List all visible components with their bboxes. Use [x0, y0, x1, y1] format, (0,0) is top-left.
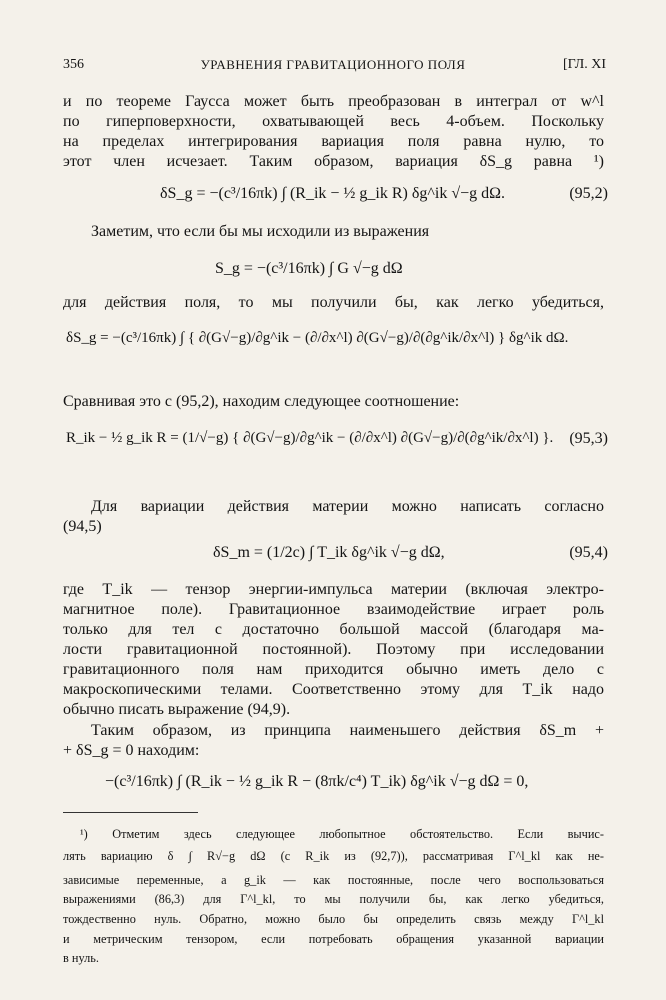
text-line: где T_ik — тензор энергии-импульса материи (включая электро- [63, 581, 604, 598]
page-number: 356 [63, 57, 84, 72]
text-line: магнитное поле). Гравитационное взаимодействие играет роль [63, 601, 604, 618]
text-line: Таким образом, из принципа наименьшего действия δS_m + [91, 722, 604, 739]
running-title: УРАВНЕНИЯ ГРАВИТАЦИОННОГО ПОЛЯ [200, 57, 466, 72]
text-line: по гиперповерхности, охватывающей весь 4-объем. Поскольку [63, 113, 604, 130]
text-line: макроскопическими телами. Соответственно этому для T_ik надо [63, 681, 604, 698]
equation-number: (95,3) [569, 430, 608, 447]
equation-number: (95,2) [569, 185, 608, 202]
text-line: обычно писать выражение (94,9). [63, 701, 291, 718]
chapter-label: [ГЛ. XI [563, 57, 606, 72]
equation: δS_g = −(c³/16πk) ∫ { ∂(G√−g)/∂g^ik − (∂/∂x^l) ∂(G√−g)/∂(∂g^ik/∂x^l) } δg^ik dΩ. [66, 330, 569, 346]
equation: R_ik − ½ g_ik R = (1/√−g) { ∂(G√−g)/∂g^ik − (∂/∂x^l) ∂(G√−g)/∂(∂g^ik/∂x^l) }. [66, 430, 554, 446]
text-line: Для вариации действия материи можно написать согласно [91, 498, 604, 515]
footnote-line: и метрическим тензором, если потребовать обращения указанной вариации [63, 932, 604, 946]
equation: δS_m = (1/2c) ∫ T_ik δg^ik √−g dΩ, [213, 544, 445, 561]
footnote-line: в нуль. [63, 951, 99, 965]
text-line: только для тел с достаточно большой массой (благодаря ма- [63, 621, 604, 638]
footnote-line: лять вариацию δ ∫ R√−g dΩ (с R_ik из (92,7)), рассматривая Γ^l_kl как не- [63, 849, 604, 863]
text-line: + δS_g = 0 находим: [63, 742, 200, 759]
footnote-line: выражениями (86,3) для Γ^l_kl, то мы получили бы, как легко убедиться, [63, 892, 604, 906]
text-line: этот член исчезает. Таким образом, вариация δS_g равна ¹) [63, 153, 604, 170]
equation: −(c³/16πk) ∫ (R_ik − ½ g_ik R − (8πk/c⁴) T_ik) δg^ik √−g dΩ = 0, [105, 773, 529, 790]
footnote-line: зависимые переменные, а g_ik — как постоянные, после чего воспользоваться [63, 873, 604, 887]
footnote-line: ¹) Отметим здесь следующее любопытное обстоятельство. Если вычис- [80, 827, 604, 841]
equation-number: (95,4) [569, 544, 608, 561]
text-line: на пределах интегрирования вариация поля равна нулю, то [63, 133, 604, 150]
footnote-rule [63, 812, 198, 813]
text-line: (94,5) [63, 518, 102, 535]
text-line: лости гравитационной постоянной). Поэтому при исследовании [63, 641, 604, 658]
equation: δS_g = −(c³/16πk) ∫ (R_ik − ½ g_ik R) δg^ik √−g dΩ. [160, 185, 506, 202]
equation: S_g = −(c³/16πk) ∫ G √−g dΩ [215, 260, 403, 277]
text-line: Сравнивая это с (95,2), находим следующее соотношение: [63, 393, 460, 410]
text-line: для действия поля, то мы получили бы, как легко убедиться, [63, 294, 604, 311]
footnote-line: тождественно нуль. Обратно, можно было бы определить связь между Γ^l_kl [63, 912, 604, 926]
text-line: гравитационного поля нам приходится обычно иметь дело с [63, 661, 604, 678]
text-line: Заметим, что если бы мы исходили из выражения [91, 223, 430, 240]
text-line: и по теореме Гаусса может быть преобразован в интеграл от w^l [63, 93, 604, 110]
